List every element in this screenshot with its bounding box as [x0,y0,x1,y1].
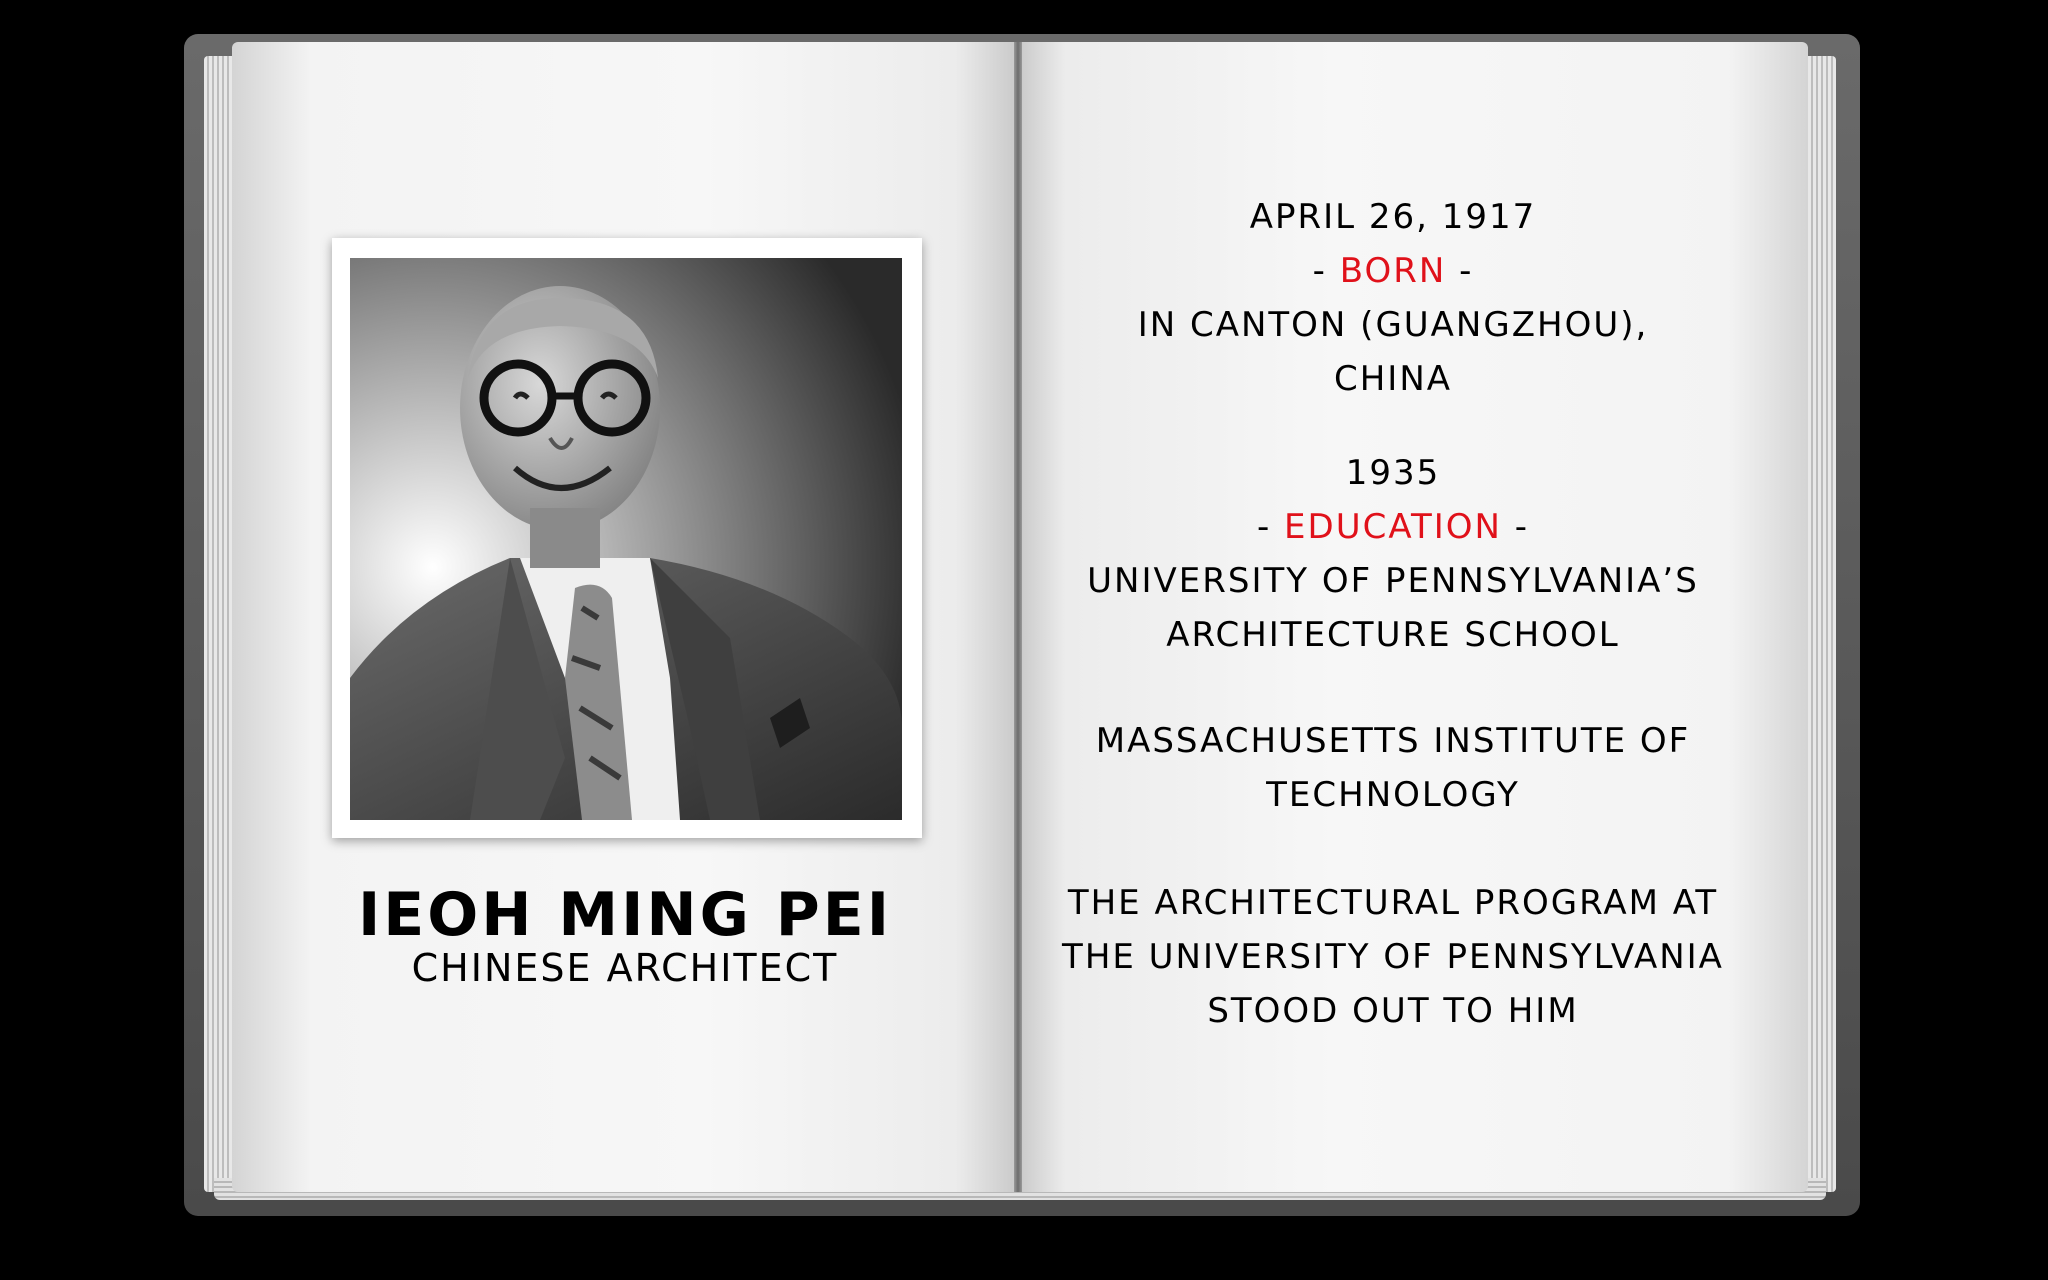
education-section [1058,446,1728,662]
name-block [232,880,1018,988]
birth-section [1058,190,1728,406]
education-year: 1935 [1345,453,1441,493]
note-line1: THE ARCHITECTURAL PROGRAM AT [1067,883,1719,923]
school1-line1: UNIVERSITY OF PENNSYLVANIA’S [1087,561,1699,601]
portrait-photo [350,258,902,820]
school2-line2: TECHNOLOGY [1266,775,1520,815]
program-note-block [1058,876,1728,1038]
birth-label: BORN [1339,251,1447,291]
birth-place-line1: IN CANTON (GUANGZHOU), [1137,305,1649,345]
education-label: EDUCATION [1284,507,1502,547]
birth-heading: - BORN - [1312,251,1474,291]
school1-line2: ARCHITECTURE SCHOOL [1166,615,1620,655]
school2-line1: MASSACHUSETTS INSTITUTE OF [1095,721,1691,761]
school2-block [1058,714,1728,822]
birth-date: APRIL 26, 1917 [1249,197,1537,237]
person-title: CHINESE ARCHITECT [411,946,839,990]
page-edges-left [204,56,234,1192]
note-line3: STOOD OUT TO HIM [1207,991,1579,1031]
birth-place-line2: CHINA [1333,359,1453,399]
photo-frame [332,238,922,838]
person-name: IEOH MING PEI [357,880,893,950]
note-line2: THE UNIVERSITY OF PENNSYLVANIA [1062,937,1724,977]
education-heading: - EDUCATION - [1256,507,1530,547]
book-spine-gutter [1014,42,1022,1192]
page-edges-right [1806,56,1836,1192]
